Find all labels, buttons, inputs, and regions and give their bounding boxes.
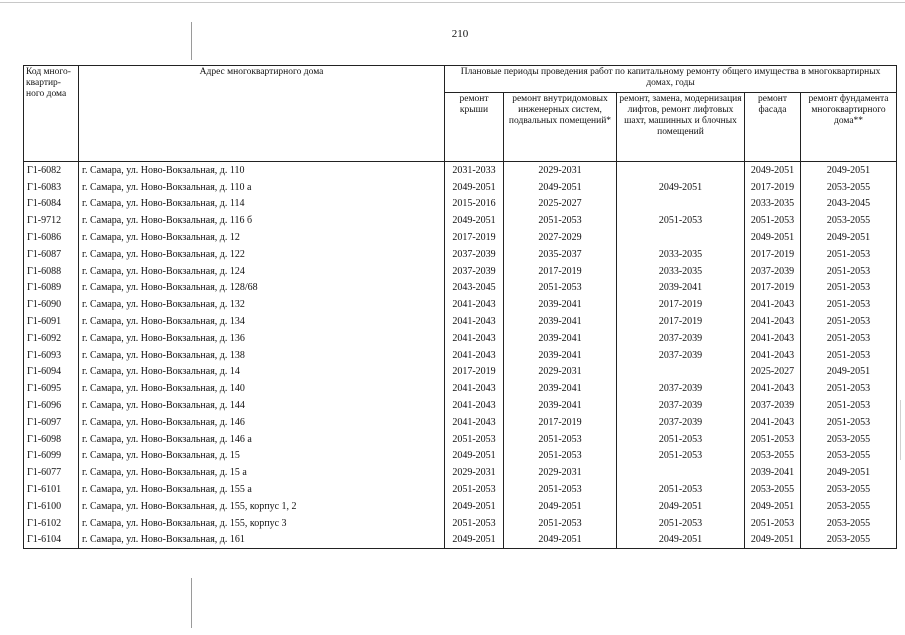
table-row — [24, 448, 897, 465]
cell-engineering: 2049-2051 — [504, 532, 617, 549]
cell-elevators — [617, 464, 745, 481]
cell-roof: 2049-2051 — [445, 532, 504, 549]
cell-elevators: 2017-2019 — [617, 313, 745, 330]
cell-elevators: 2049-2051 — [617, 532, 745, 549]
cell-address: г. Самара, ул. Ново-Вокзальная, д. 15 — [79, 448, 445, 465]
cell-foundation: 2053-2055 — [801, 515, 897, 532]
cell-foundation: 2053-2055 — [801, 212, 897, 229]
table-row — [24, 380, 897, 397]
cell-code: Г1-6096 — [24, 397, 79, 414]
cell-foundation: 2051-2053 — [801, 246, 897, 263]
cell-facade: 2039-2041 — [745, 464, 801, 481]
table-row — [24, 263, 897, 280]
cell-engineering: 2029-2031 — [504, 464, 617, 481]
cell-address: г. Самара, ул. Ново-Вокзальная, д. 110 — [79, 162, 445, 179]
cell-address: г. Самара, ул. Ново-Вокзальная, д. 146 — [79, 414, 445, 431]
cell-roof: 2017-2019 — [445, 229, 504, 246]
table-row — [24, 196, 897, 213]
table-row — [24, 162, 897, 179]
cell-facade: 2037-2039 — [745, 397, 801, 414]
cell-facade: 2041-2043 — [745, 296, 801, 313]
cell-code: Г1-6082 — [24, 162, 79, 179]
cell-address: г. Самара, ул. Ново-Вокзальная, д. 161 — [79, 532, 445, 549]
table-row — [24, 481, 897, 498]
cell-foundation: 2043-2045 — [801, 196, 897, 213]
cell-engineering: 2025-2027 — [504, 196, 617, 213]
cell-foundation: 2049-2051 — [801, 229, 897, 246]
cell-address: г. Самара, ул. Ново-Вокзальная, д. 155 а — [79, 481, 445, 498]
header-roof: ремонт крыши — [445, 93, 504, 162]
cell-facade: 2041-2043 — [745, 313, 801, 330]
cell-roof: 2051-2053 — [445, 481, 504, 498]
cell-elevators: 2039-2041 — [617, 280, 745, 297]
cell-engineering: 2051-2053 — [504, 280, 617, 297]
table-row — [24, 179, 897, 196]
cell-code: Г1-6086 — [24, 229, 79, 246]
table-row — [24, 397, 897, 414]
cell-code: Г1-6095 — [24, 380, 79, 397]
cell-foundation: 2051-2053 — [801, 330, 897, 347]
cell-foundation: 2051-2053 — [801, 380, 897, 397]
cell-engineering: 2051-2053 — [504, 481, 617, 498]
table-row — [24, 296, 897, 313]
cell-elevators: 2049-2051 — [617, 498, 745, 515]
cell-facade: 2041-2043 — [745, 330, 801, 347]
cell-engineering: 2039-2041 — [504, 397, 617, 414]
header-facade: ремонт фасада — [745, 93, 801, 162]
cell-facade: 2053-2055 — [745, 448, 801, 465]
table-row — [24, 364, 897, 381]
cell-facade: 2017-2019 — [745, 280, 801, 297]
table-row — [24, 498, 897, 515]
cell-facade: 2051-2053 — [745, 431, 801, 448]
cell-address: г. Самара, ул. Ново-Вокзальная, д. 144 — [79, 397, 445, 414]
cell-roof: 2031-2033 — [445, 162, 504, 179]
cell-elevators: 2037-2039 — [617, 397, 745, 414]
cell-elevators: 2051-2053 — [617, 515, 745, 532]
cell-code: Г1-6090 — [24, 296, 79, 313]
cell-foundation: 2053-2055 — [801, 431, 897, 448]
repair-schedule-table — [23, 65, 897, 549]
scan-edge-line — [0, 2, 905, 3]
cell-roof: 2041-2043 — [445, 330, 504, 347]
cell-elevators: 2037-2039 — [617, 330, 745, 347]
cell-address: г. Самара, ул. Ново-Вокзальная, д. 116 б — [79, 212, 445, 229]
cell-address: г. Самара, ул. Ново-Вокзальная, д. 155, корпус 3 — [79, 515, 445, 532]
header-elevators: ремонт, замена, модернизация лифтов, ремонт лифтовых шахт, машинных и блочных помещений — [617, 93, 745, 162]
cell-roof: 2041-2043 — [445, 397, 504, 414]
cell-elevators: 2037-2039 — [617, 414, 745, 431]
cell-facade: 2053-2055 — [745, 481, 801, 498]
cell-foundation: 2051-2053 — [801, 347, 897, 364]
cell-code: Г1-6104 — [24, 532, 79, 549]
cell-engineering: 2051-2053 — [504, 431, 617, 448]
page-number: 210 — [451, 28, 469, 40]
cell-roof: 2037-2039 — [445, 246, 504, 263]
cell-facade: 2041-2043 — [745, 380, 801, 397]
cell-roof: 2049-2051 — [445, 179, 504, 196]
cell-address: г. Самара, ул. Ново-Вокзальная, д. 122 — [79, 246, 445, 263]
cell-elevators: 2051-2053 — [617, 212, 745, 229]
cell-code: Г1-6099 — [24, 448, 79, 465]
cell-elevators: 2051-2053 — [617, 431, 745, 448]
header-address: Адрес многоквартирного дома — [79, 66, 445, 162]
cell-roof: 2015-2016 — [445, 196, 504, 213]
table-header-row — [24, 66, 897, 93]
cell-code: Г1-6100 — [24, 498, 79, 515]
cell-code: Г1-9712 — [24, 212, 79, 229]
cell-foundation: 2049-2051 — [801, 464, 897, 481]
cell-engineering: 2039-2041 — [504, 347, 617, 364]
cell-address: г. Самара, ул. Ново-Вокзальная, д. 114 — [79, 196, 445, 213]
cell-elevators: 2051-2053 — [617, 481, 745, 498]
cell-elevators: 2037-2039 — [617, 347, 745, 364]
table-row — [24, 414, 897, 431]
cell-address: г. Самара, ул. Ново-Вокзальная, д. 128/68 — [79, 280, 445, 297]
scan-artifact-line — [900, 400, 901, 460]
header-periods-group: Плановые периоды проведения работ по капитальному ремонту общего имущества в многоквартирных домах, годы — [445, 66, 897, 93]
cell-engineering: 2049-2051 — [504, 179, 617, 196]
cell-elevators: 2033-2035 — [617, 263, 745, 280]
cell-elevators — [617, 364, 745, 381]
cell-code: Г1-6083 — [24, 179, 79, 196]
cell-address: г. Самара, ул. Ново-Вокзальная, д. 134 — [79, 313, 445, 330]
cell-code: Г1-6094 — [24, 364, 79, 381]
cell-facade: 2033-2035 — [745, 196, 801, 213]
cell-address: г. Самара, ул. Ново-Вокзальная, д. 155, корпус 1, 2 — [79, 498, 445, 515]
cell-elevators: 2049-2051 — [617, 179, 745, 196]
cell-facade: 2037-2039 — [745, 263, 801, 280]
cell-elevators — [617, 162, 745, 179]
cell-roof: 2051-2053 — [445, 431, 504, 448]
cell-address: г. Самара, ул. Ново-Вокзальная, д. 110 а — [79, 179, 445, 196]
cell-foundation: 2049-2051 — [801, 162, 897, 179]
cell-foundation: 2053-2055 — [801, 498, 897, 515]
cell-engineering: 2017-2019 — [504, 263, 617, 280]
cell-address: г. Самара, ул. Ново-Вокзальная, д. 124 — [79, 263, 445, 280]
cell-facade: 2017-2019 — [745, 179, 801, 196]
cell-foundation: 2051-2053 — [801, 280, 897, 297]
cell-roof: 2041-2043 — [445, 414, 504, 431]
cell-address: г. Самара, ул. Ново-Вокзальная, д. 136 — [79, 330, 445, 347]
cell-engineering: 2039-2041 — [504, 380, 617, 397]
cell-facade: 2041-2043 — [745, 414, 801, 431]
cell-elevators — [617, 229, 745, 246]
cell-roof: 2049-2051 — [445, 498, 504, 515]
cell-roof: 2041-2043 — [445, 380, 504, 397]
table-row — [24, 464, 897, 481]
cell-facade: 2049-2051 — [745, 498, 801, 515]
cell-elevators: 2017-2019 — [617, 296, 745, 313]
header-engineering: ремонт внутридомовых инженерных систем, подвальных помещений* — [504, 93, 617, 162]
cell-foundation: 2051-2053 — [801, 313, 897, 330]
cell-facade: 2051-2053 — [745, 515, 801, 532]
cell-facade: 2049-2051 — [745, 229, 801, 246]
cell-facade: 2049-2051 — [745, 162, 801, 179]
scan-fold-line-top — [191, 22, 192, 60]
cell-code: Г1-6102 — [24, 515, 79, 532]
cell-foundation: 2051-2053 — [801, 263, 897, 280]
table-row — [24, 280, 897, 297]
cell-roof: 2049-2051 — [445, 448, 504, 465]
cell-code: Г1-6093 — [24, 347, 79, 364]
scan-fold-line-bottom — [191, 578, 192, 628]
table-row — [24, 347, 897, 364]
cell-code: Г1-6084 — [24, 196, 79, 213]
cell-engineering: 2017-2019 — [504, 414, 617, 431]
cell-code: Г1-6098 — [24, 431, 79, 448]
cell-elevators: 2037-2039 — [617, 380, 745, 397]
cell-foundation: 2049-2051 — [801, 364, 897, 381]
cell-engineering: 2029-2031 — [504, 162, 617, 179]
cell-roof: 2049-2051 — [445, 212, 504, 229]
cell-facade: 2049-2051 — [745, 532, 801, 549]
cell-roof: 2041-2043 — [445, 313, 504, 330]
cell-foundation: 2051-2053 — [801, 414, 897, 431]
cell-code: Г1-6088 — [24, 263, 79, 280]
table-body — [24, 162, 897, 549]
cell-roof: 2029-2031 — [445, 464, 504, 481]
cell-engineering: 2039-2041 — [504, 330, 617, 347]
cell-roof: 2041-2043 — [445, 296, 504, 313]
cell-code: Г1-6091 — [24, 313, 79, 330]
cell-facade: 2017-2019 — [745, 246, 801, 263]
cell-engineering: 2035-2037 — [504, 246, 617, 263]
cell-engineering: 2039-2041 — [504, 313, 617, 330]
cell-engineering: 2051-2053 — [504, 212, 617, 229]
cell-address: г. Самара, ул. Ново-Вокзальная, д. 138 — [79, 347, 445, 364]
table-row — [24, 229, 897, 246]
cell-foundation: 2053-2055 — [801, 179, 897, 196]
cell-engineering: 2029-2031 — [504, 364, 617, 381]
cell-address: г. Самара, ул. Ново-Вокзальная, д. 15 а — [79, 464, 445, 481]
cell-engineering: 2051-2053 — [504, 515, 617, 532]
cell-address: г. Самара, ул. Ново-Вокзальная, д. 14 — [79, 364, 445, 381]
cell-foundation: 2053-2055 — [801, 448, 897, 465]
cell-code: Г1-6077 — [24, 464, 79, 481]
table-row — [24, 431, 897, 448]
table-row — [24, 212, 897, 229]
cell-engineering: 2051-2053 — [504, 448, 617, 465]
cell-engineering: 2027-2029 — [504, 229, 617, 246]
cell-roof: 2017-2019 — [445, 364, 504, 381]
cell-facade: 2041-2043 — [745, 347, 801, 364]
cell-address: г. Самара, ул. Ново-Вокзальная, д. 132 — [79, 296, 445, 313]
header-foundation: ремонт фундамента многоквартирного дома** — [801, 93, 897, 162]
cell-code: Г1-6101 — [24, 481, 79, 498]
cell-roof: 2037-2039 — [445, 263, 504, 280]
cell-code: Г1-6089 — [24, 280, 79, 297]
cell-address: г. Самара, ул. Ново-Вокзальная, д. 146 а — [79, 431, 445, 448]
table-row — [24, 532, 897, 549]
table-row — [24, 246, 897, 263]
cell-address: г. Самара, ул. Ново-Вокзальная, д. 140 — [79, 380, 445, 397]
cell-roof: 2041-2043 — [445, 347, 504, 364]
cell-elevators: 2033-2035 — [617, 246, 745, 263]
cell-elevators — [617, 196, 745, 213]
cell-engineering: 2049-2051 — [504, 498, 617, 515]
cell-roof: 2051-2053 — [445, 515, 504, 532]
cell-foundation: 2053-2055 — [801, 481, 897, 498]
table-row — [24, 313, 897, 330]
table-row — [24, 330, 897, 347]
cell-code: Г1-6087 — [24, 246, 79, 263]
cell-facade: 2051-2053 — [745, 212, 801, 229]
cell-foundation: 2051-2053 — [801, 397, 897, 414]
cell-address: г. Самара, ул. Ново-Вокзальная, д. 12 — [79, 229, 445, 246]
cell-foundation: 2051-2053 — [801, 296, 897, 313]
cell-engineering: 2039-2041 — [504, 296, 617, 313]
cell-roof: 2043-2045 — [445, 280, 504, 297]
cell-elevators: 2051-2053 — [617, 448, 745, 465]
cell-facade: 2025-2027 — [745, 364, 801, 381]
header-code: Код много-квартир-ного дома — [24, 66, 79, 162]
cell-code: Г1-6092 — [24, 330, 79, 347]
cell-code: Г1-6097 — [24, 414, 79, 431]
table-row — [24, 515, 897, 532]
cell-foundation: 2053-2055 — [801, 532, 897, 549]
